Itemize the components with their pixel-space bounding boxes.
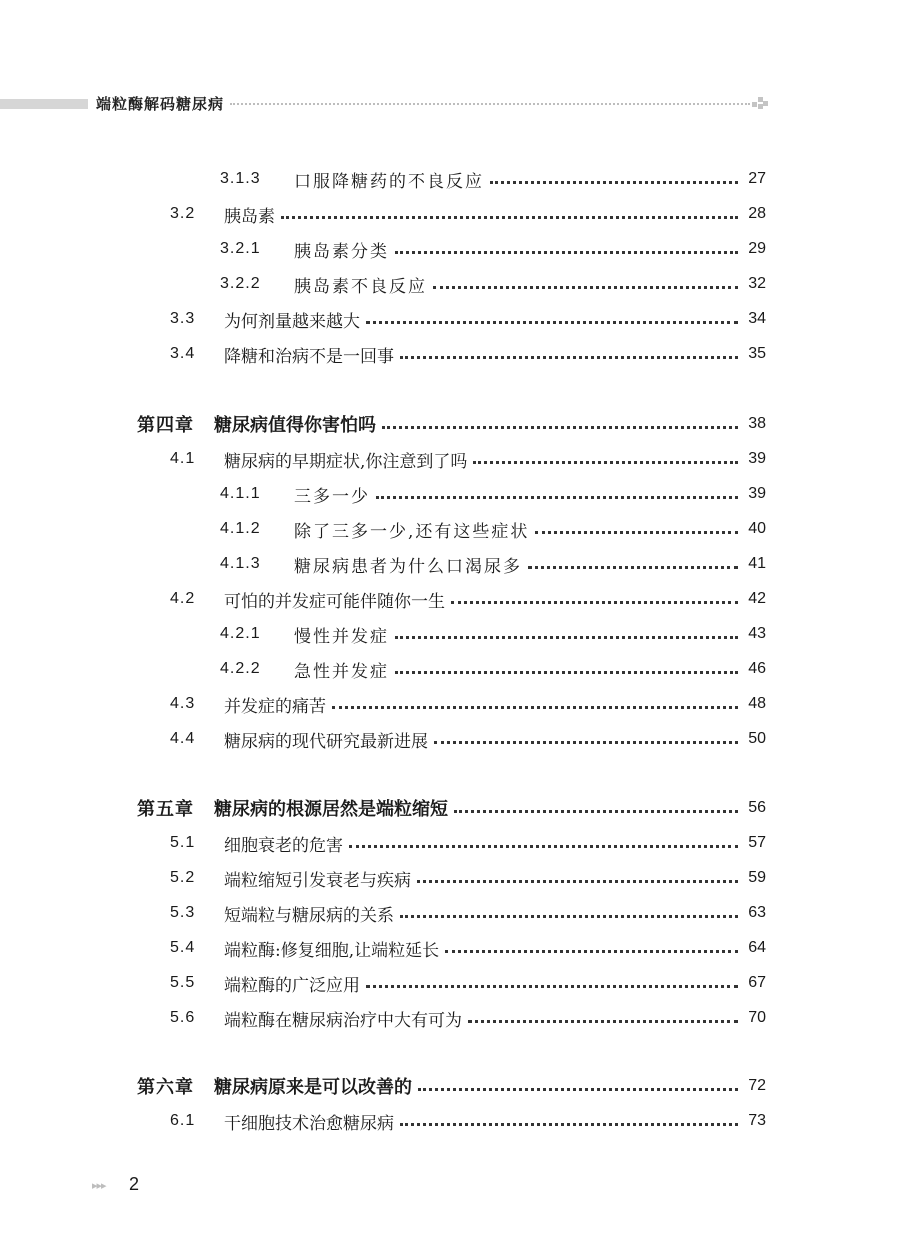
toc-chapter-row[interactable] bbox=[137, 795, 766, 821]
toc-entry-number: 5.6 bbox=[170, 1009, 196, 1026]
toc-dot-leader bbox=[454, 810, 738, 813]
toc-entry-number: 3.2.1 bbox=[220, 240, 261, 257]
toc-entry-number: 4.3 bbox=[170, 695, 196, 712]
toc-entry-row[interactable] bbox=[170, 970, 766, 996]
toc-dot-leader bbox=[434, 741, 738, 744]
toc-entry-row[interactable] bbox=[170, 830, 766, 856]
toc-dot-leader bbox=[400, 915, 738, 918]
toc-entry-page: 50 bbox=[748, 730, 766, 747]
toc-entry-row[interactable] bbox=[220, 481, 766, 507]
toc-entry-page: 29 bbox=[748, 240, 766, 257]
toc-entry-page: 57 bbox=[748, 834, 766, 851]
toc-dot-leader bbox=[418, 1088, 738, 1091]
page-number: 2 bbox=[129, 1174, 140, 1194]
toc-entry-number: 第五章 bbox=[137, 799, 194, 820]
toc-entry-title: 端粒酶:修复细胞,让端粒延长 bbox=[224, 940, 440, 961]
toc-entry-number: 3.4 bbox=[170, 345, 196, 362]
toc-entry-page: 39 bbox=[748, 485, 766, 502]
toc-entry-page: 42 bbox=[748, 590, 766, 607]
toc-entry-number: 5.3 bbox=[170, 904, 196, 921]
toc-entry-number: 5.2 bbox=[170, 869, 196, 886]
toc-dot-leader bbox=[400, 356, 738, 359]
toc-entry-title: 糖尿病的现代研究最新进展 bbox=[224, 731, 428, 752]
toc-entry-title: 三多一少 bbox=[294, 486, 370, 507]
toc-dot-leader bbox=[417, 880, 738, 883]
toc-entry-title: 端粒酶在糖尿病治疗中大有可为 bbox=[224, 1010, 462, 1031]
toc-entry-row[interactable] bbox=[170, 446, 766, 472]
toc-dot-leader bbox=[395, 251, 738, 254]
toc-entry-page: 40 bbox=[748, 520, 766, 537]
toc-entry-number: 第四章 bbox=[137, 415, 194, 436]
toc-entry-page: 43 bbox=[748, 625, 766, 642]
toc-dot-leader bbox=[473, 461, 738, 464]
toc-entry-page: 28 bbox=[748, 205, 766, 222]
toc-entry-row[interactable] bbox=[170, 691, 766, 717]
toc-entry-row[interactable] bbox=[220, 516, 766, 542]
toc-entry-page: 38 bbox=[748, 415, 766, 432]
toc-entry-row[interactable] bbox=[170, 201, 766, 227]
toc-entry-number: 4.1.1 bbox=[220, 485, 261, 502]
toc-entry-row[interactable] bbox=[170, 341, 766, 367]
toc-entry-page: 64 bbox=[748, 939, 766, 956]
running-header-title: 端粒酶解码糖尿病 bbox=[96, 95, 225, 113]
toc-entry-title: 糖尿病患者为什么口渴尿多 bbox=[294, 556, 522, 577]
toc-dot-leader bbox=[366, 985, 738, 988]
toc-dot-leader bbox=[395, 671, 738, 674]
toc-entry-row[interactable] bbox=[170, 1005, 766, 1031]
toc-entry-row[interactable] bbox=[170, 865, 766, 891]
toc-entry-page: 41 bbox=[748, 555, 766, 572]
toc-entry-number: 6.1 bbox=[170, 1112, 196, 1129]
toc-entry-title: 干细胞技术治愈糖尿病 bbox=[224, 1113, 394, 1134]
toc-entry-row[interactable] bbox=[220, 271, 766, 297]
toc-entry-number: 5.5 bbox=[170, 974, 196, 991]
toc-entry-number: 5.1 bbox=[170, 834, 196, 851]
toc-chapter-row[interactable] bbox=[137, 1073, 766, 1099]
toc-entry-page: 32 bbox=[748, 275, 766, 292]
toc-dot-leader bbox=[366, 321, 738, 324]
toc-dot-leader bbox=[382, 426, 738, 429]
toc-dot-leader bbox=[349, 845, 738, 848]
toc-entry-row[interactable] bbox=[170, 306, 766, 332]
toc-entry-title: 胰岛素 bbox=[224, 206, 275, 227]
toc-dot-leader bbox=[490, 181, 738, 184]
toc-chapter-row[interactable] bbox=[137, 411, 766, 437]
toc-dot-leader bbox=[400, 1123, 738, 1126]
toc-entry-row[interactable] bbox=[170, 900, 766, 926]
toc-entry-title: 降糖和治病不是一回事 bbox=[224, 346, 394, 367]
toc-entry-title: 并发症的痛苦 bbox=[224, 696, 326, 717]
toc-entry-title: 胰岛素不良反应 bbox=[294, 276, 427, 297]
toc-entry-page: 56 bbox=[748, 799, 766, 816]
toc-entry-title: 口服降糖药的不良反应 bbox=[294, 171, 484, 192]
toc-entry-number: 4.1.2 bbox=[220, 520, 261, 537]
toc-entry-row[interactable] bbox=[170, 935, 766, 961]
toc-entry-row[interactable] bbox=[170, 586, 766, 612]
toc-dot-leader bbox=[535, 531, 738, 534]
toc-entry-number: 3.2.2 bbox=[220, 275, 261, 292]
toc-dot-leader bbox=[281, 216, 738, 219]
toc-dot-leader bbox=[451, 601, 738, 604]
toc-dot-leader bbox=[433, 286, 738, 289]
toc-entry-number: 4.2.1 bbox=[220, 625, 261, 642]
toc-entry-row[interactable] bbox=[220, 551, 766, 577]
toc-entry-row[interactable] bbox=[220, 166, 766, 192]
toc-dot-leader bbox=[376, 496, 738, 499]
toc-entry-title: 端粒缩短引发衰老与疾病 bbox=[224, 870, 411, 891]
toc-dot-leader bbox=[395, 636, 738, 639]
footer-arrows-icon: ▸▸▸ bbox=[92, 1179, 106, 1192]
toc-entry-page: 73 bbox=[748, 1112, 766, 1129]
toc-entry-title: 糖尿病的根源居然是端粒缩短 bbox=[214, 799, 448, 820]
toc-entry-page: 39 bbox=[748, 450, 766, 467]
toc-entry-page: 72 bbox=[748, 1077, 766, 1094]
toc-entry-row[interactable] bbox=[170, 1108, 766, 1134]
toc-entry-number: 3.2 bbox=[170, 205, 196, 222]
toc-dot-leader bbox=[445, 950, 738, 953]
toc-entry-title: 糖尿病的早期症状,你注意到了吗 bbox=[224, 451, 468, 472]
toc-entry-title: 端粒酶的广泛应用 bbox=[224, 975, 360, 996]
toc-entry-page: 27 bbox=[748, 170, 766, 187]
toc-entry-row[interactable] bbox=[220, 656, 766, 682]
toc-entry-title: 可怕的并发症可能伴随你一生 bbox=[224, 591, 445, 612]
toc-entry-number: 4.1.3 bbox=[220, 555, 261, 572]
toc-entry-page: 48 bbox=[748, 695, 766, 712]
toc-entry-page: 67 bbox=[748, 974, 766, 991]
toc-entry-title: 细胞衰老的危害 bbox=[224, 835, 343, 856]
toc-entry-row[interactable] bbox=[220, 621, 766, 647]
toc-entry-page: 70 bbox=[748, 1009, 766, 1026]
toc-entry-number: 4.2.2 bbox=[220, 660, 261, 677]
toc-entry-title: 糖尿病原来是可以改善的 bbox=[214, 1077, 412, 1098]
toc-entry-row[interactable] bbox=[220, 236, 766, 262]
toc-entry-row[interactable] bbox=[170, 726, 766, 752]
toc-entry-page: 46 bbox=[748, 660, 766, 677]
toc-dot-leader bbox=[332, 706, 738, 709]
toc-entry-number: 4.4 bbox=[170, 730, 196, 747]
toc-dot-leader bbox=[468, 1020, 738, 1023]
toc-entry-title: 糖尿病值得你害怕吗 bbox=[214, 415, 376, 436]
toc-entry-title: 为何剂量越来越大 bbox=[224, 311, 360, 332]
toc-entry-title: 短端粒与糖尿病的关系 bbox=[224, 905, 394, 926]
toc-entry-title: 急性并发症 bbox=[294, 661, 389, 682]
toc-dot-leader bbox=[528, 566, 738, 569]
toc-entry-title: 除了三多一少,还有这些症状 bbox=[294, 521, 530, 542]
toc-entry-page: 59 bbox=[748, 869, 766, 886]
toc-entry-title: 慢性并发症 bbox=[294, 626, 389, 647]
toc-entry-title: 胰岛素分类 bbox=[294, 241, 389, 262]
toc-entry-number: 3.1.3 bbox=[220, 170, 261, 187]
toc-entry-number: 第六章 bbox=[137, 1077, 194, 1098]
toc-entry-number: 3.3 bbox=[170, 310, 196, 327]
toc-entry-number: 4.2 bbox=[170, 590, 196, 607]
toc-entry-page: 34 bbox=[748, 310, 766, 327]
toc-entry-page: 63 bbox=[748, 904, 766, 921]
toc-entry-number: 5.4 bbox=[170, 939, 196, 956]
toc-entry-number: 4.1 bbox=[170, 450, 196, 467]
toc-entry-page: 35 bbox=[748, 345, 766, 362]
